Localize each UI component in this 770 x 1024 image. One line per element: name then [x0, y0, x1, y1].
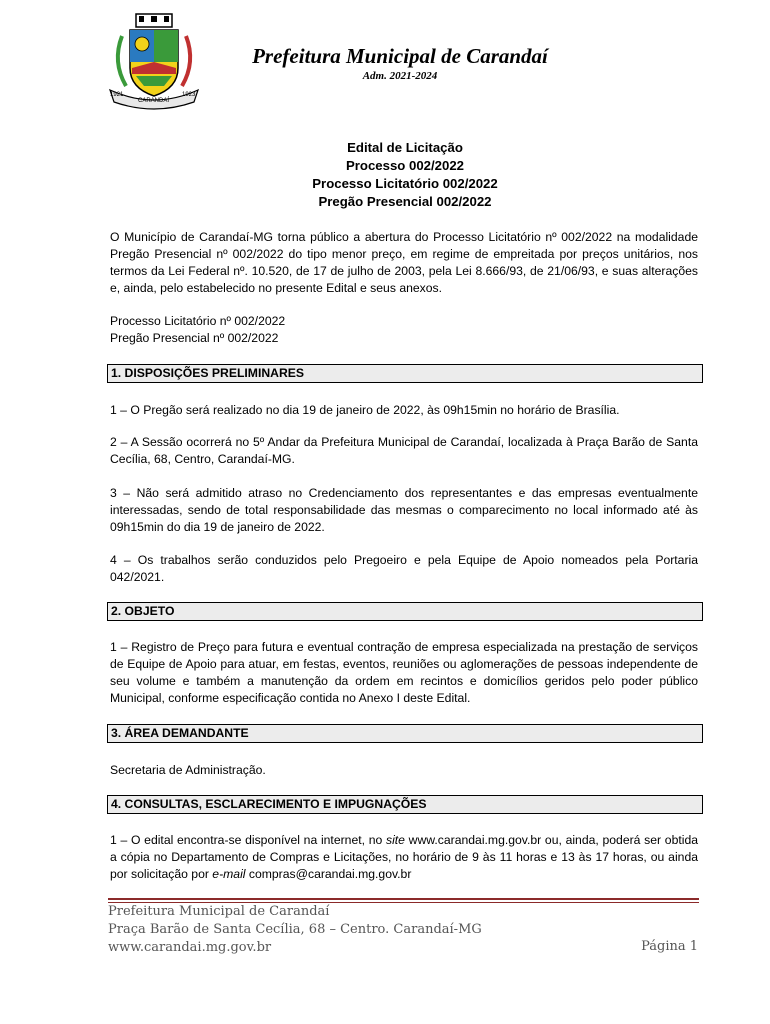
section-1-item-4: 4 – Os trabalhos serão conduzidos pelo Pregoeiro e pela Equipe de Apoio nomeados pela Portaria 042/2021. — [110, 553, 698, 584]
section-4-text-a: 1 – O edital encontra-se disponível na internet, no — [110, 833, 386, 847]
footer-rule — [108, 898, 699, 900]
footer-address — [108, 903, 482, 957]
section-4-item-1 — [110, 832, 698, 883]
header-title: Prefeitura Municipal de Carandaí — [252, 44, 548, 68]
section-1-item-3: 3 – Não será admitido atraso no Credenciamento dos representantes e das empresas eventualmente interessadas, sendo de total responsabilidade das mesmas o comparecimento no local informado até às 09h15min do dia 19 de janeiro de 2022. — [110, 486, 698, 534]
title-line-2: Processo 002/2022 — [345, 158, 465, 173]
section-heading-1 — [107, 364, 703, 383]
section-2-item-1: 1 – Registro de Preço para futura e eventual contração de empresa especializada na prestação de serviços de Equipe de Apoio para atuar, em festas, eventos, reuniões ou aglomerações de pessoas independente de seu volume e também a manutenção da ordem em recintos e domicílios geridos pelo poder público Municipal, conforme especificação contida no Anexo I deste Edital. — [110, 640, 698, 705]
reference-block — [110, 313, 698, 347]
section-heading-2 — [107, 602, 703, 621]
page-number: Página 1 — [641, 939, 698, 954]
section-heading-3-text: 3. ÁREA DEMANDANTE — [111, 726, 249, 740]
section-4-site-word: site — [385, 833, 405, 847]
footer-line-3: www.carandai.mg.gov.br — [108, 940, 272, 955]
section-heading-1-text: 1. DISPOSIÇÕES PRELIMINARES — [111, 366, 305, 380]
section-heading-4 — [107, 795, 703, 814]
intro-paragraph: O Município de Carandaí-MG torna público a abertura do Processo Licitatório nº 002/2022 na modalidade Pregão Presencial nº 002/2022 do tipo menor preço, em regime de empreitada por preços unitários, nos termos da Lei Federal nº. 10.520, de 17 de julho de 2003, pela Lei 8.666/93, de 21/06/93, e suas alterações e, ainda, pelo estabelecido no presente Edital e seus anexos. — [110, 230, 698, 295]
title-line-4: Pregão Presencial 002/2022 — [318, 194, 492, 209]
section-3-item-1: Secretaria de Administração. — [110, 763, 266, 777]
section-1-item-2: 2 – A Sessão ocorrerá no 5º Andar da Prefeitura Municipal de Carandaí, localizada à Praça Barão de Santa Cecília, 68, Centro, Carandaí-MG. — [110, 435, 698, 466]
section-heading-2-text: 2. OBJETO — [111, 604, 175, 618]
title-line-3: Processo Licitatório 002/2022 — [312, 176, 498, 191]
reference-line-1: Processo Licitatório nº 002/2022 — [110, 314, 286, 328]
crest-left-text: 1921 — [110, 92, 124, 98]
header-subtitle: Adm. 2021-2024 — [362, 70, 438, 82]
section-4-text-c: compras@carandai.mg.gov.br — [245, 867, 412, 881]
section-4-email-word: e-mail — [212, 867, 246, 881]
reference-line-2: Pregão Presencial nº 002/2022 — [110, 331, 279, 345]
section-heading-4-text: 4. CONSULTAS, ESCLARECIMENTO E IMPUGNAÇÕES — [111, 797, 427, 811]
section-4-text-b: www.carandai.mg.gov.br ou, ainda, poderá ser obtida a cópia no Departamento de Compras e Licitações, no horário de 9 às 11 horas e 13 às 17 horas, ou ainda por solicitação por — [110, 833, 698, 881]
section-heading-3 — [107, 724, 703, 743]
crest-right-text: 1923 — [182, 92, 196, 98]
title-line-1: Edital de Licitação — [347, 140, 463, 155]
footer-line-1: Prefeitura Municipal de Carandaí — [108, 904, 330, 919]
document-title-block — [110, 139, 700, 211]
crest-ribbon-text: CARANDAÍ — [138, 98, 170, 104]
section-1-item-1: 1 – O Pregão será realizado no dia 19 de janeiro de 2022, às 09h15min no horário de Brasília. — [110, 403, 620, 417]
footer-line-2: Praça Barão de Santa Cecília, 68 – Centro. Carandaí-MG — [108, 922, 482, 937]
